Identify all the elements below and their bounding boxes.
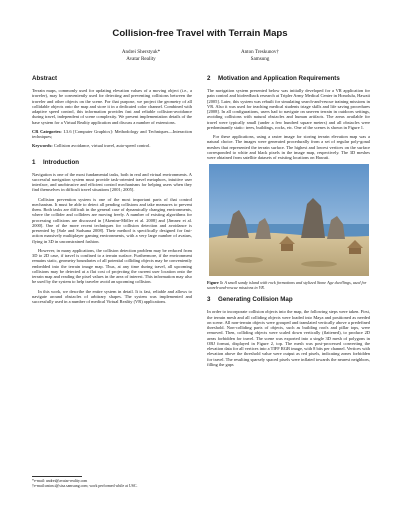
- author-block-2: [200, 49, 320, 63]
- cr-text: I.3.6 [Computer Graphics]: Methodology and Techniques—Interaction techniques;: [32, 128, 192, 139]
- section-number: 3: [207, 296, 211, 304]
- figure-island-image: [209, 164, 369, 276]
- author-affiliation: Samsung: [250, 56, 270, 62]
- section-number: 2: [207, 75, 211, 82]
- section-number: 1: [32, 158, 36, 166]
- collision-map-paragraph: In order to incorporate collision objects into the map, the following steps were taken. First, the terrain mesh and all colliding objects were loaded into Maya and positioned as needed on scene. All non-terrain objects were grouped and translated vertically above a predefined threshold. Non-colliding parts of objects, such as building roofs and pillar tops, were removed. Then, colliding objects were scaled down vertically (flattened), to produce 2D areas forbidden for travel. The scene was exported into a single 3D mesh of polygons in OBJ format, displayed in Figure 2, top. The mesh was post-processed converting the elevation data for all vertices into a TIFF RGB image, with 8 bits per channel. Vertices with elevation above the threshold value were output as red pixels, indicating zones forbidden for travel. The resulting sparsely spaced pixels were inflated towards the nearest neighbors, filling the gaps: [207, 309, 370, 367]
- cr-categories: [32, 129, 192, 140]
- intro-heading: [32, 159, 192, 167]
- figure-caption-text: A small sandy island with rock formations and stylized Stone Age dwellings, used for search-and-rescue missions in VR.: [207, 280, 367, 291]
- section-title: Motivation and Application Requirements: [218, 75, 340, 82]
- intro-paragraph: Collision prevention system is one of the most important parts of that control mechanism. It must be able to detect all pending collisions and take measures to prevent them. Both tasks are difficult in the general case of dynamically changing environments, where the collider and collidees are moving freely. A number of existing algorithms for processing collisions are discussed in [Akenine-Möller et al. 2008] and [Jimnez et al. 2000]. One of the more recent techniques for collision detection and avoidance is presented by [Sale and Sudsana 2008]. Their method is specifically designed for fast-action massively multiplayer gaming environments, with a very large number of avatars, flying in 3D in unconstrained fashion.: [32, 196, 192, 244]
- section-title: Generating Collision Map: [218, 296, 293, 304]
- motivation-heading: [207, 75, 370, 83]
- author-name: Anton Treskunov†: [240, 49, 280, 55]
- island-scene-illustration: [209, 164, 369, 276]
- intro-paragraph: In this work, we describe the entire system in detail. It is fast, reliable and allows to navigate around obstacles of arbitrary shapes. The system was implemented and successfully used in a number of medical Virtual Reality (VR) applications.: [32, 288, 192, 304]
- motivation-paragraph: The navigation system presented below was initially developed for a VR application for pain control and biofeedback research at Tripler Army Medical Center in Honolulu, Hawaii [2005]. Later, this system was rebuilt for simulating search-and-rescue training missions in VR. Also it was used for teaching medical students triage skills and life saving procedures [2008]. In all configurations, users had to navigate on uneven terrain in outdoors settings, avoiding collisions with natural obstacles and human artifacts. The areas available for travel were typically small (under a few hundred square meters) and all obstacles were predominantly static: trees, buildings, rocks, etc. One of the scenes is shown in Figure 1.: [207, 88, 370, 130]
- motivation-paragraph: For these applications, using a raster image for storing terrain elevation map was a natural choice. The images were generated procedurally from a set of regular poly-gonal meshes that represented the terrain surface. The highest and lowest vertices on the surface corresponded to white and black pixels in the image map, respectively. The 3D meshes were obtained from satellite datasets of existing locations on Hawaii.: [207, 134, 370, 160]
- footnotes: [32, 476, 192, 489]
- abstract-heading: Abstract: [32, 75, 58, 82]
- figure-caption-label: Figure 1:: [207, 280, 224, 286]
- keywords-text: Collision avoidance, virtual travel, auto-speed control.: [53, 143, 151, 149]
- cr-label: CR Categories:: [32, 128, 62, 134]
- footnote: †e-mail:anton.t@sisa.samsung.com; work performed while at USC.: [32, 484, 138, 488]
- keywords-label: Keywords:: [32, 143, 53, 149]
- footnote-rule: [32, 476, 82, 477]
- author-affiliation: Avatar Reality: [126, 56, 156, 62]
- footnote: *e-mail: andrei@avatar-reality.com: [32, 479, 88, 483]
- author-name: Andrei Sherstyuk*: [121, 49, 161, 55]
- intro-paragraph: However, in many applications, the collision detection problem may be reduced from 3D to 2D case, if travel is confined to a terrain surface. Furthermore, if the environment remains static, geometry boundaries of all potential colliding objects may be conveniently embedded into the terrain image map. Thus, at any time during travel, all upcoming collisions may be detected at a flat cost of projecting the current user location onto the terrain map and reading the pixel values in the area of interest. This information may also be used by the system to help traveler avoid an upcoming collision.: [32, 247, 192, 285]
- right-column: [207, 75, 370, 371]
- keywords: [32, 143, 192, 148]
- paper-title: Collision-free Travel with Terrain Maps: [112, 28, 288, 39]
- left-column: [32, 75, 192, 308]
- section-title: Introduction: [43, 158, 80, 166]
- intro-paragraph: Navigation is one of the most fundamental tasks, both in real and virtual environments. A successful navigation system must provide task-oriented travel metaphors, intuitive user interface, and unobtrusive and efficient control mechanisms for helping users when they find themselves in difficult travel situations [2001; 2005].: [32, 171, 192, 193]
- collision-map-heading: [207, 296, 370, 304]
- author-block-1: [81, 49, 201, 63]
- figure-caption: [207, 280, 370, 290]
- abstract-text: Terrain maps, commonly used for updating elevation values of a moving object (i.e., a traveler), may be conveniently used for detecting and preventing collisions between the traveler and other objects on the scene. For that purpose, we project the geometry of all collidable objects onto the map and store it in a dedicated color channel. Combined with adaptive speed control, this information provides fast and reliable collision-avoidance during travel, independent of scene complexity. We present implementation details of the base system for a Virtual Reality application and discuss a number of extensions.: [32, 88, 192, 125]
